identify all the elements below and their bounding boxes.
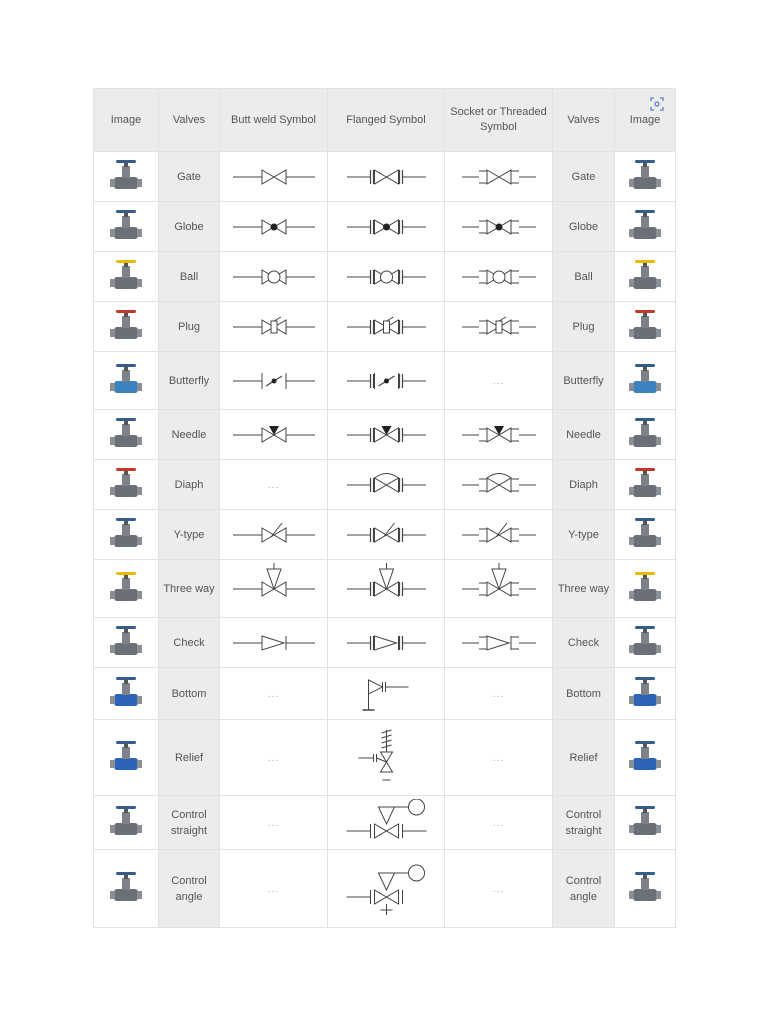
valve-photo-right [615,510,676,560]
flanged-symbol [328,510,445,560]
three-valve-symbol-icon [227,563,321,615]
bottom-valve-photo-icon [106,674,146,714]
diaphragm-valve-photo-icon [106,465,146,505]
valve-name-right: Butterfly [553,352,615,410]
valve-name-left: Butterfly [159,352,220,410]
flanged-symbol [328,352,445,410]
globe-valve-photo-icon [625,207,665,247]
table-row [94,618,676,668]
table-row [94,410,676,460]
butt-symbol [220,560,328,618]
header-valves-right: Valves [553,89,615,152]
table-row [94,152,676,202]
socket-symbol [445,202,553,252]
valve-name-left: Plug [159,302,220,352]
y-type-valve-photo-icon [625,515,665,555]
ball-valve-photo-icon [625,257,665,297]
socket-symbol [445,796,553,850]
table-row [94,720,676,796]
valve-photo-left [94,460,159,510]
socket-symbol [445,850,553,928]
valve-name-left: Control straight [159,796,220,850]
header-socket: Socket or Threaded Symbol [445,89,553,152]
valve-photo-left [94,252,159,302]
socket-symbol [445,720,553,796]
valve-photo-right [615,720,676,796]
valve-photo-left [94,618,159,668]
butt-symbol [220,668,328,720]
empty-placeholder: ... [492,817,505,829]
valve-photo-right [615,410,676,460]
valve-photo-left [94,850,159,928]
globe-valve-symbol-icon [335,205,438,249]
valve-name-right: Needle [553,410,615,460]
valve-name-left: Relief [159,720,220,796]
valve-photo-left [94,152,159,202]
flanged-symbol [328,252,445,302]
valve-photo-right [615,796,676,850]
socket-symbol [445,460,553,510]
bottom-valve-symbol-icon [335,671,438,717]
valve-name-right: Check [553,618,615,668]
valve-name-left: Globe [159,202,220,252]
valve-name-right: Y-type [553,510,615,560]
plug-valve-symbol-icon [227,305,321,349]
control-angle-valve-photo-icon [106,869,146,909]
relief-valve-symbol-icon [335,723,438,793]
butt-symbol [220,152,328,202]
table-row [94,850,676,928]
ytype-valve-symbol-icon [227,513,321,557]
flanged-symbol [328,720,445,796]
valve-name-left: Y-type [159,510,220,560]
valve-name-right: Bottom [553,668,615,720]
plug-valve-photo-icon [106,307,146,347]
socket-symbol [445,410,553,460]
flanged-symbol [328,460,445,510]
valve-photo-right [615,850,676,928]
empty-placeholder: ... [267,817,280,829]
valve-photo-left [94,796,159,850]
empty-placeholder: ... [267,752,280,764]
butt-symbol [220,252,328,302]
check-valve-symbol-icon [227,621,321,665]
relief-valve-photo-icon [106,738,146,778]
valve-name-left: Bottom [159,668,220,720]
valve-photo-left [94,410,159,460]
flanged-symbol [328,302,445,352]
butt-symbol [220,202,328,252]
ytype-valve-symbol-icon [335,513,438,557]
flanged-symbol [328,410,445,460]
flanged-symbol [328,796,445,850]
controlangle-valve-symbol-icon [335,853,438,925]
valve-name-left: Ball [159,252,220,302]
plug-valve-photo-icon [625,307,665,347]
empty-placeholder: ... [267,883,280,895]
flanged-symbol [328,202,445,252]
three-valve-symbol-icon [452,563,546,615]
valve-symbols-table [93,88,676,928]
butt-symbol [220,510,328,560]
ball-valve-symbol-icon [335,255,438,299]
butt-symbol [220,410,328,460]
socket-symbol [445,668,553,720]
table-row [94,352,676,410]
control-valve-symbol-icon [335,799,438,847]
valve-photo-left [94,720,159,796]
butt-symbol [220,618,328,668]
valve-photo-right [615,560,676,618]
valve-name-right: Ball [553,252,615,302]
table-row [94,796,676,850]
relief-valve-photo-icon [625,738,665,778]
socket-symbol [445,252,553,302]
three-way-valve-photo-icon [106,569,146,609]
three-valve-symbol-icon [335,563,438,615]
globe-valve-photo-icon [106,207,146,247]
valve-photo-right [615,352,676,410]
valve-name-left: Diaph [159,460,220,510]
check-valve-symbol-icon [452,621,546,665]
valve-name-right: Relief [553,720,615,796]
butt-symbol [220,850,328,928]
control-straight-valve-photo-icon [106,803,146,843]
needle-valve-photo-icon [106,415,146,455]
empty-placeholder: ... [492,883,505,895]
valve-photo-left [94,510,159,560]
valve-photo-right [615,302,676,352]
empty-placeholder: ... [267,479,280,491]
valve-photo-right [615,618,676,668]
table-row [94,668,676,720]
check-valve-symbol-icon [335,621,438,665]
valve-photo-right [615,668,676,720]
butt-symbol [220,796,328,850]
butt-symbol [220,720,328,796]
valve-photo-left [94,202,159,252]
socket-symbol [445,152,553,202]
valve-photo-right [615,202,676,252]
expand-icon[interactable] [650,97,664,111]
empty-placeholder: ... [492,375,505,387]
table-row [94,560,676,618]
flanged-symbol [328,668,445,720]
butt-symbol [220,352,328,410]
valve-name-right: Gate [553,152,615,202]
flanged-symbol [328,850,445,928]
socket-symbol [445,510,553,560]
socket-symbol [445,302,553,352]
table-row [94,460,676,510]
butterfly-valve-photo-icon [625,361,665,401]
header-butt-weld: Butt weld Symbol [220,89,328,152]
empty-placeholder: ... [492,688,505,700]
valve-name-left: Check [159,618,220,668]
needle-valve-photo-icon [625,415,665,455]
valve-photo-left [94,352,159,410]
empty-placeholder: ... [492,752,505,764]
valve-name-left: Control angle [159,850,220,928]
valve-photo-left [94,302,159,352]
valve-photo-right [615,460,676,510]
table-row [94,302,676,352]
plug-valve-symbol-icon [452,305,546,349]
header-image-left: Image [94,89,159,152]
gate-valve-photo-icon [106,157,146,197]
y-type-valve-photo-icon [106,515,146,555]
gate-valve-symbol-icon [452,155,546,199]
globe-valve-symbol-icon [452,205,546,249]
gate-valve-photo-icon [625,157,665,197]
socket-symbol [445,618,553,668]
ball-valve-symbol-icon [452,255,546,299]
header-flanged: Flanged Symbol [328,89,445,152]
valve-name-right: Globe [553,202,615,252]
butt-symbol [220,460,328,510]
control-straight-valve-photo-icon [625,803,665,843]
header-row [94,89,676,152]
diaph-valve-symbol-icon [452,463,546,507]
butterfly-valve-photo-icon [106,361,146,401]
table-row [94,202,676,252]
valve-name-right: Control angle [553,850,615,928]
check-valve-photo-icon [106,623,146,663]
butt-symbol [220,302,328,352]
gate-valve-symbol-icon [227,155,321,199]
table-row [94,252,676,302]
gate-valve-symbol-icon [335,155,438,199]
valve-photo-left [94,560,159,618]
flanged-symbol [328,618,445,668]
ball-valve-photo-icon [106,257,146,297]
bottom-valve-photo-icon [625,674,665,714]
valve-name-left: Gate [159,152,220,202]
needle-valve-symbol-icon [452,413,546,457]
empty-placeholder: ... [267,688,280,700]
three-way-valve-photo-icon [625,569,665,609]
socket-symbol [445,352,553,410]
valve-name-right: Plug [553,302,615,352]
globe-valve-symbol-icon [227,205,321,249]
ytype-valve-symbol-icon [452,513,546,557]
valve-name-right: Three way [553,560,615,618]
flanged-symbol [328,560,445,618]
diaphragm-valve-photo-icon [625,465,665,505]
needle-valve-symbol-icon [227,413,321,457]
control-angle-valve-photo-icon [625,869,665,909]
flanged-symbol [328,152,445,202]
diaph-valve-symbol-icon [335,463,438,507]
valve-name-left: Needle [159,410,220,460]
ball-valve-symbol-icon [227,255,321,299]
socket-symbol [445,560,553,618]
valve-photo-right [615,152,676,202]
butterfly-valve-symbol-icon [335,355,438,407]
header-valves-left: Valves [159,89,220,152]
valve-photo-right [615,252,676,302]
plug-valve-symbol-icon [335,305,438,349]
valve-name-right: Diaph [553,460,615,510]
valve-name-left: Three way [159,560,220,618]
valve-photo-left [94,668,159,720]
header-image-right: Image [615,89,676,152]
check-valve-photo-icon [625,623,665,663]
table-row [94,510,676,560]
valve-name-right: Control straight [553,796,615,850]
butterfly-valve-symbol-icon [227,355,321,407]
needle-valve-symbol-icon [335,413,438,457]
